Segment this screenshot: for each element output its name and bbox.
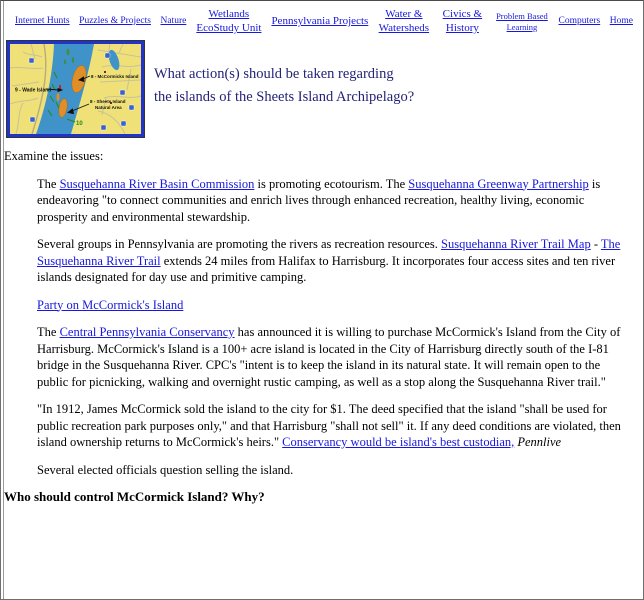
text-segment: Several groups in Pennsylvania are promoting the rivers as recreation resources.	[37, 237, 442, 251]
map-label-wade-island: 9 - Wade Island	[15, 87, 52, 94]
link-conservancy-best-custodian[interactable]: Conservancy would be island's best custodian,	[282, 435, 515, 449]
intro-line: Examine the issues:	[4, 149, 104, 163]
map-label-sheets-island-line2: Natural Area	[95, 105, 122, 110]
sheets-island-map-image	[7, 41, 144, 137]
main-content	[1, 148, 643, 506]
page-title-line1: What action(s) should be taken regarding	[154, 66, 394, 82]
paragraph-party-link	[37, 297, 621, 314]
text-segment: The	[37, 325, 60, 339]
text-segment: is promoting ecotourism. The	[254, 176, 409, 191]
page-title	[154, 63, 414, 109]
paragraph-officials: Several elected officials question selling the island.	[37, 462, 294, 477]
map-red-marker	[59, 85, 61, 89]
text-segment: extends 24 miles from Halifax to Harrisburg. It incorporates four access sites and ten river islands designated for day use and primitive camping.	[37, 253, 616, 284]
paragraph-river-trail	[37, 236, 621, 286]
page-title-line2: the islands of the Sheets Island Archipelago?	[154, 89, 415, 105]
map-label-sheets-island-line1: 8 - Sheets Island	[90, 99, 126, 104]
link-susquehanna-river-trail-map[interactable]: Susquehanna River Trail Map	[441, 237, 591, 251]
nav-computers[interactable]: Computers	[558, 16, 601, 27]
top-navigation	[1, 1, 643, 39]
link-party-on-mccormicks-island[interactable]: Party on McCormick's Island	[37, 297, 184, 312]
issues-blockquote	[37, 176, 621, 479]
map-label-10: 10	[76, 121, 83, 127]
question-heading: Who should control McCormick Island? Why?	[4, 489, 265, 504]
hero-row	[1, 39, 643, 137]
text-segment: has announced it is willing to purchase McCormick's Island from the City of Harrisburg. McCormick's Island is a 100+ acre island is located in the City of Harrisburg directly south of the I-81 bridge in the Susquehanna River. CPC's "intent is to keep the island in its natural state. It will remain open to the public for picnicking, walking and overnight rustic camping, as well as a stop along the Susquehanna River trail."	[37, 325, 621, 389]
map-label-mccormicks-island: 8 - McCormicks Island	[91, 74, 139, 79]
paragraph-ecotourism	[37, 176, 621, 226]
nav-wetlands-ecostudy-unit[interactable]: Wetlands EcoStudy Unit	[196, 8, 262, 34]
link-susquehanna-greenway-partnership[interactable]: Susquehanna Greenway Partnership	[408, 176, 589, 191]
text-segment: -	[590, 237, 601, 251]
nav-problem-based-learning[interactable]: Problem Based Learning	[496, 11, 548, 32]
paragraph-conservancy	[37, 324, 621, 390]
text-segment: is endeavoring "to connect communities and enrich lives through enhanced recreation, healthy living, economic prosperity and environmental stewardship.	[37, 176, 601, 224]
map-svg	[10, 44, 141, 134]
nav-pennsylvania-projects[interactable]: Pennsylvania Projects	[271, 15, 369, 28]
source-pennlive: Pennlive	[517, 435, 562, 449]
nav-water-watersheds[interactable]: Water & Watersheds	[378, 8, 430, 34]
text-segment: "In 1912, James McCormick sold the island to the city for $1. The deed specified that the island "shall be used for public recreation park purposes only," and that Harrisburg "shall not sell" it. If any deed conditions are violated, then island ownership returns to McCormick's heirs."	[37, 402, 621, 449]
text-segment: The	[37, 176, 60, 191]
link-the-susquehanna-river-trail[interactable]: The Susquehanna River Trail	[37, 237, 621, 268]
nav-home[interactable]: Home	[609, 16, 633, 27]
nav-puzzles-projects[interactable]: Puzzles & Projects	[79, 16, 151, 27]
nav-nature[interactable]: Nature	[160, 16, 187, 27]
map-small-island	[57, 93, 60, 101]
nav-internet-hunts[interactable]: Internet Hunts	[15, 16, 70, 27]
paragraph-deed	[37, 401, 621, 451]
link-central-pennsylvania-conservancy[interactable]: Central Pennsylvania Conservancy	[59, 325, 235, 339]
nav-civics-history[interactable]: Civics & History	[442, 8, 483, 34]
link-susquehanna-river-basin-commission[interactable]: Susquehanna River Basin Commission	[59, 176, 255, 191]
